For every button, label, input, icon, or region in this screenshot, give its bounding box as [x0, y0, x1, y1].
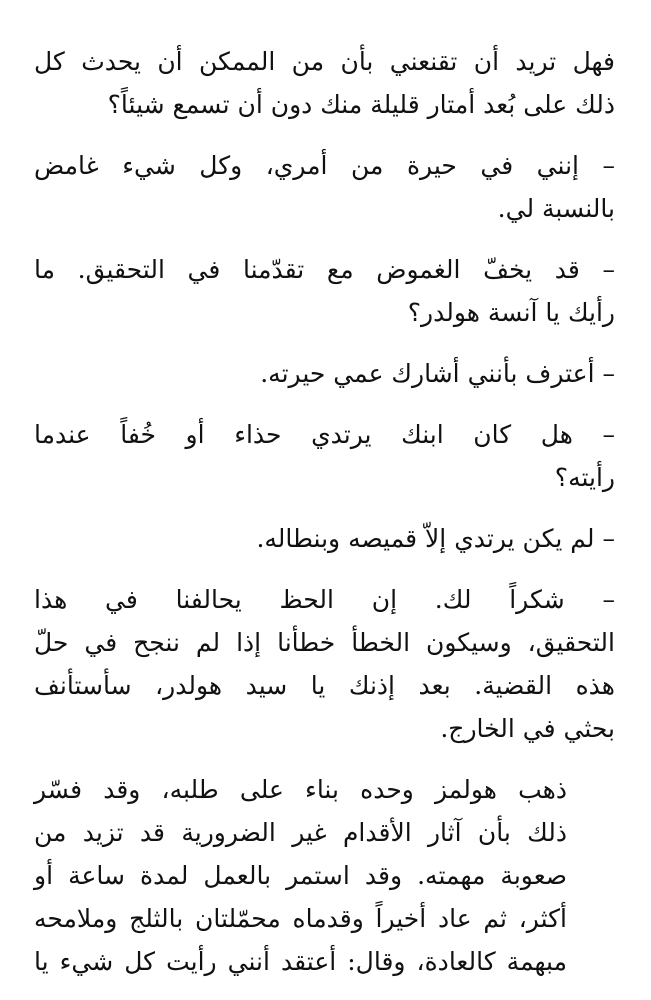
text-line: ذلك بأن آثار الأقدام غير الضرورية قد تزيد من [34, 818, 567, 847]
dialogue-paragraph [34, 248, 615, 334]
text-line: بالنسبة لي. [497, 194, 615, 223]
text-line: بحثي في الخارج. [440, 714, 615, 743]
text-line: – شكراً لك. إن الحظ يحالفنا في هذا [34, 585, 615, 614]
paragraph-narrative-continuation [34, 40, 615, 126]
text-line: – أعترف بأنني أشارك عمي حيرته. [260, 359, 615, 388]
text-line: رأيته؟ [554, 463, 615, 492]
text-line: مبهمة كالعادة، وقال: أعتقد أنني رأيت كل شيء يا [34, 947, 567, 976]
text-line: – لم يكن يرتدي إلاّ قميصه وبنطاله. [256, 524, 615, 553]
dialogue-paragraph [34, 517, 615, 560]
text-line: فهل تريد أن تقنعني بأن من الممكن أن يحدث كل [34, 47, 615, 76]
text-line: ذلك على بُعد أمتار قليلة منك دون أن تسمع شيئاً؟ [107, 90, 615, 119]
text-line: – إنني في حيرة من أمري، وكل شيء غامض [34, 151, 615, 180]
text-line: هذه القضية. بعد إذنك يا سيد هولدر، سأستأنف [34, 671, 615, 700]
dialogue-paragraph [34, 578, 615, 750]
dialogue-paragraph [34, 144, 615, 230]
text-line: أكثر، ثم عاد أخيراً وقدماه محمّلتان بالثلج وملامحه [34, 904, 567, 933]
text-line: صعوبة مهمته. وقد استمر بالعمل لمدة ساعة أو [34, 861, 567, 890]
text-line: – قد يخفّ الغموض مع تقدّمنا في التحقيق. ما [34, 255, 615, 284]
dialogue-paragraph [34, 352, 615, 395]
text-line: رأيك يا آنسة هولدر؟ [407, 298, 615, 327]
text-line: – هل كان ابنك يرتدي حذاء أو خُفاً عندما [34, 420, 615, 449]
text-line: التحقيق، وسيكون الخطأ خطأنا إذا لم ننجح في حلّ [34, 628, 615, 657]
text-line: ذهب هولمز وحده بناء على طلبه، وقد فسّر [34, 775, 567, 804]
dialogue-paragraph [34, 413, 615, 499]
paragraph-narrative [34, 768, 615, 983]
